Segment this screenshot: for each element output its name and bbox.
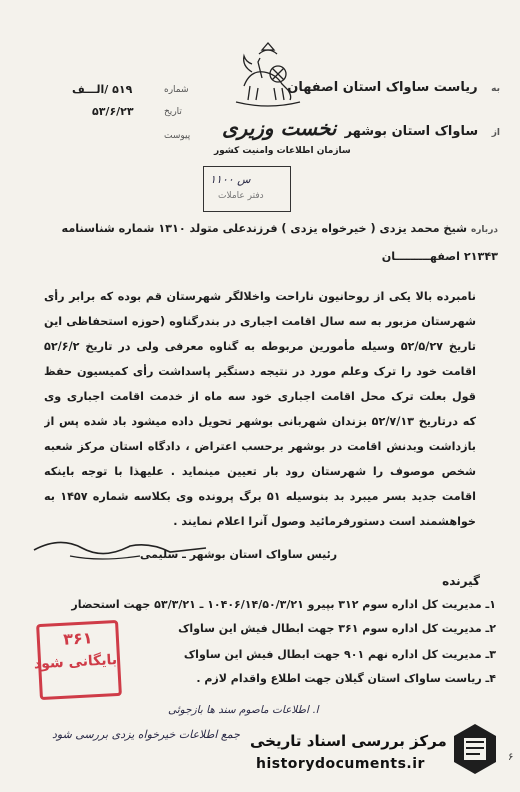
to-value: ریاست ساواک استان اصفهان (287, 80, 478, 95)
body-line: شخص موصوف را شهرستان رود بار تعیین مینماید . علیهذا با توجه باینکه (44, 465, 476, 478)
signatory-title: رئیس ساواک استان بوشهر ـ سلیمی (140, 548, 338, 561)
to-line (287, 80, 500, 95)
ministry-title: نخست وزیری (222, 116, 337, 140)
receipt-stamp-number: س ۱۱۰۰ (210, 173, 251, 186)
body-paragraph (44, 284, 476, 534)
from-line (345, 124, 500, 139)
archive-stamp-number: ۳۶۱ (62, 628, 93, 649)
number-value: ۵۱۹ /الـــف (72, 83, 133, 96)
distribution-item: ۱ـ مدیریت کل اداره سوم ۳۱۲ بپیرو ۱۰۴۰۶/۱۴/۵۰/۳/۲۱ ـ ۵۳/۳/۲۱ جهت استحضار (71, 598, 496, 611)
body-line: قول بعلت ترک محل اقامت اجباری خود سه ماه از خدمت اقامت اجباری وی (44, 390, 476, 403)
body-line: بازداشت وبدنش اقامت در بوشهر برحسب اعتراض ، دادگاه استان مرکز شعبه (44, 440, 476, 453)
attachment-label: پیوست (164, 131, 191, 141)
page-number: ۶ (508, 752, 514, 763)
handwritten-note-1: ا. اطلاعات ماصوم سند ها بازجوئی (168, 704, 319, 716)
body-line: اقامت جدید بسر میبرد بد بنوسیله ۵۱ برگ پرونده وی بکلاسه شماره ۱۴۵۷ به (44, 490, 476, 503)
number-label: شماره (164, 85, 189, 95)
body-line: تاریخ ۵۲/۵/۲۷ وسیله مأمورین مربوطه به گناوه معرفی ولی در تاریخ ۵۲/۶/۲ (44, 340, 476, 353)
watermark-name: مرکز بررسی اسناد تاریخی (250, 732, 447, 750)
body-line: که درتاریخ ۵۲/۷/۱۳ بزندان شهربانی بوشهر تحویل داده میشود باد شده پس از (44, 415, 476, 428)
receipt-stamp-label: دفتر عاملات (218, 191, 264, 201)
date-value: ۵۳/۶/۲۳ (92, 105, 134, 118)
body-line: خواهشمند است دستورفرمائید وصول آنرا اعلام نمایند . (173, 515, 476, 528)
body-line: نامبرده بالا یکی از روحانیون ناراحت واخلالگر شهرستان قم بوده که برابر رأی (44, 290, 476, 303)
archive-logo-icon (452, 722, 498, 776)
handwritten-note-2: جمع اطلاعات خیرخواه یزدی بررسی شود (52, 728, 240, 741)
distribution-item: ۲ـ مدیریت کل اداره سوم ۳۶۱ جهت ابطال فیش این ساواک (178, 622, 496, 635)
body-line: شهرستان مزبور به سه سال اقامت اجباری در بندرگناوه (حوزه استحفاظی این (44, 315, 476, 328)
to-label: به (491, 84, 500, 94)
archive-stamp-label: بایگانی شود (33, 652, 118, 673)
from-label: از (491, 128, 500, 138)
archive-stamp (33, 620, 122, 700)
date-label: تاریخ (164, 107, 182, 117)
organization-title: سازمان اطلاعات وامنیت کشور (214, 146, 351, 156)
watermark-url: historydocuments.ir (256, 756, 425, 772)
body-line: اقامت خود را ترک وعلم مورد در نتیجه دستگیر پاسداشت رأی کمیسیون حفظ (44, 365, 476, 378)
distribution-item: ۳ـ مدیریت کل اداره نهم ۹۰۱ جهت ابطال فیش این ساواک (183, 648, 496, 661)
subject-line-1 (62, 222, 498, 235)
distribution-heading: گیرنده (442, 574, 480, 588)
lion-and-sun-emblem-icon (232, 40, 304, 108)
subject-text-1: شیخ محمد یزدی ( خیرخواه یزدی ) فرزندعلی متولد ۱۳۱۰ شماره شناسنامه (61, 222, 468, 235)
subject-label: درباره (470, 225, 498, 235)
distribution-item: ۴ـ ریاست ساواک استان گیلان جهت اطلاع واقدام لازم . (196, 672, 496, 685)
from-value: ساواک استان بوشهر (344, 124, 479, 139)
receipt-stamp-box (203, 166, 291, 212)
subject-line-2: ۲۱۳۴۳ اصفهـــــــــان (381, 250, 498, 263)
